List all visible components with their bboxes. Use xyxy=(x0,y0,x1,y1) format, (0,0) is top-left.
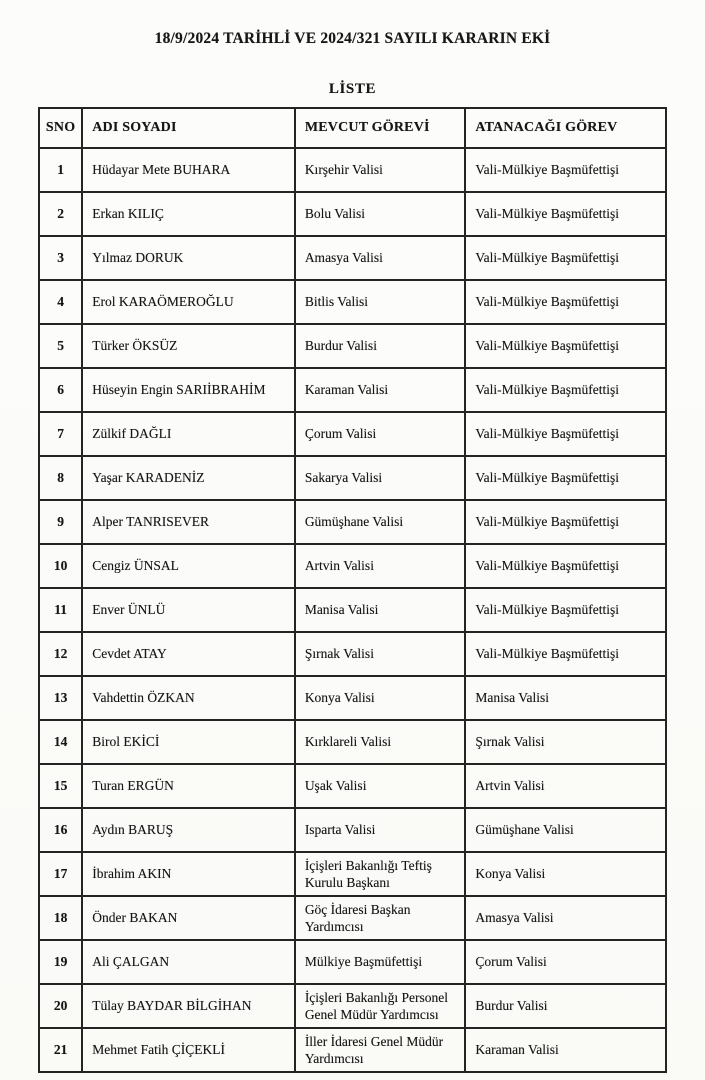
cell-current-duty: Gümüşhane Valisi xyxy=(295,500,466,544)
cell-sno: 1 xyxy=(39,148,82,192)
cell-current-duty: Isparta Valisi xyxy=(295,808,466,852)
cell-assigned-duty: Vali-Mülkiye Başmüfettişi xyxy=(465,412,666,456)
table-body xyxy=(39,148,666,1072)
cell-sno: 11 xyxy=(39,588,82,632)
cell-assigned-duty: Gümüşhane Valisi xyxy=(465,808,666,852)
cell-current-duty: Amasya Valisi xyxy=(295,236,466,280)
cell-current-duty: Sakarya Valisi xyxy=(295,456,466,500)
cell-sno: 14 xyxy=(39,720,82,764)
document-title: 18/9/2024 TARİHLİ VE 2024/321 SAYILI KARARIN EKİ xyxy=(154,30,551,47)
cell-current-duty: Manisa Valisi xyxy=(295,588,466,632)
table-row xyxy=(39,940,666,984)
cell-sno: 6 xyxy=(39,368,82,412)
table-row xyxy=(39,280,666,324)
cell-sno: 15 xyxy=(39,764,82,808)
cell-sno: 12 xyxy=(39,632,82,676)
cell-current-duty: İller İdaresi Genel Müdür Yardımcısı xyxy=(295,1028,466,1072)
document-subtitle: LİSTE xyxy=(328,81,377,97)
cell-sno: 21 xyxy=(39,1028,82,1072)
table-row xyxy=(39,896,666,940)
cell-name: Tülay BAYDAR BİLGİHAN xyxy=(82,984,295,1028)
table-row xyxy=(39,676,666,720)
cell-current-duty: Karaman Valisi xyxy=(295,368,466,412)
cell-sno: 10 xyxy=(39,544,82,588)
header-current-duty: MEVCUT GÖREVİ xyxy=(295,108,466,148)
cell-current-duty: Göç İdaresi Başkan Yardımcısı xyxy=(295,896,466,940)
cell-sno: 2 xyxy=(39,192,82,236)
table-row xyxy=(39,852,666,896)
table-row xyxy=(39,984,666,1028)
cell-sno: 13 xyxy=(39,676,82,720)
cell-assigned-duty: Vali-Mülkiye Başmüfettişi xyxy=(465,192,666,236)
cell-name: Türker ÖKSÜZ xyxy=(82,324,295,368)
cell-assigned-duty: Vali-Mülkiye Başmüfettişi xyxy=(465,632,666,676)
table-row xyxy=(39,632,666,676)
cell-assigned-duty: Vali-Mülkiye Başmüfettişi xyxy=(465,368,666,412)
cell-sno: 3 xyxy=(39,236,82,280)
cell-assigned-duty: Karaman Valisi xyxy=(465,1028,666,1072)
cell-assigned-duty: Vali-Mülkiye Başmüfettişi xyxy=(465,456,666,500)
table-row xyxy=(39,324,666,368)
cell-name: Alper TANRISEVER xyxy=(82,500,295,544)
cell-sno: 17 xyxy=(39,852,82,896)
table-row xyxy=(39,544,666,588)
cell-name: Turan ERGÜN xyxy=(82,764,295,808)
table-row xyxy=(39,456,666,500)
cell-name: Önder BAKAN xyxy=(82,896,295,940)
table-row xyxy=(39,192,666,236)
cell-sno: 19 xyxy=(39,940,82,984)
table-row xyxy=(39,764,666,808)
cell-name: Ali ÇALGAN xyxy=(82,940,295,984)
cell-current-duty: Kırklareli Valisi xyxy=(295,720,466,764)
cell-name: Erkan KILIÇ xyxy=(82,192,295,236)
cell-current-duty: Bolu Valisi xyxy=(295,192,466,236)
cell-name: Vahdettin ÖZKAN xyxy=(82,676,295,720)
cell-sno: 16 xyxy=(39,808,82,852)
cell-current-duty: Konya Valisi xyxy=(295,676,466,720)
cell-sno: 8 xyxy=(39,456,82,500)
table-row xyxy=(39,148,666,192)
cell-current-duty: Uşak Valisi xyxy=(295,764,466,808)
cell-assigned-duty: Çorum Valisi xyxy=(465,940,666,984)
appointment-table xyxy=(38,107,667,1073)
cell-name: Aydın BARUŞ xyxy=(82,808,295,852)
cell-name: Birol EKİCİ xyxy=(82,720,295,764)
cell-name: Hüdayar Mete BUHARA xyxy=(82,148,295,192)
cell-current-duty: Bitlis Valisi xyxy=(295,280,466,324)
table-row xyxy=(39,368,666,412)
table-row xyxy=(39,412,666,456)
cell-sno: 18 xyxy=(39,896,82,940)
cell-name: Erol KARAÖMEROĞLU xyxy=(82,280,295,324)
table-row xyxy=(39,1028,666,1072)
cell-assigned-duty: Vali-Mülkiye Başmüfettişi xyxy=(465,324,666,368)
cell-current-duty: Mülkiye Başmüfettişi xyxy=(295,940,466,984)
cell-name: Cevdet ATAY xyxy=(82,632,295,676)
table-row xyxy=(39,500,666,544)
table-row xyxy=(39,808,666,852)
cell-assigned-duty: Konya Valisi xyxy=(465,852,666,896)
table-row xyxy=(39,236,666,280)
cell-assigned-duty: Artvin Valisi xyxy=(465,764,666,808)
cell-name: Enver ÜNLÜ xyxy=(82,588,295,632)
cell-name: Yaşar KARADENİZ xyxy=(82,456,295,500)
cell-sno: 4 xyxy=(39,280,82,324)
cell-sno: 7 xyxy=(39,412,82,456)
cell-assigned-duty: Vali-Mülkiye Başmüfettişi xyxy=(465,236,666,280)
table-header xyxy=(39,108,666,148)
header-assigned-duty: ATANACAĞI GÖREV xyxy=(465,108,666,148)
table-header-row xyxy=(39,108,666,148)
cell-assigned-duty: Vali-Mülkiye Başmüfettişi xyxy=(465,544,666,588)
cell-current-duty: İçişleri Bakanlığı Personel Genel Müdür Yardımcısı xyxy=(295,984,466,1028)
cell-current-duty: İçişleri Bakanlığı Teftiş Kurulu Başkanı xyxy=(295,852,466,896)
cell-name: Cengiz ÜNSAL xyxy=(82,544,295,588)
cell-current-duty: Kırşehir Valisi xyxy=(295,148,466,192)
cell-assigned-duty: Burdur Valisi xyxy=(465,984,666,1028)
cell-name: Zülkif DAĞLI xyxy=(82,412,295,456)
cell-assigned-duty: Vali-Mülkiye Başmüfettişi xyxy=(465,148,666,192)
header-sno: SNO xyxy=(39,108,82,148)
cell-sno: 9 xyxy=(39,500,82,544)
cell-current-duty: Şırnak Valisi xyxy=(295,632,466,676)
cell-name: Hüseyin Engin SARIİBRAHİM xyxy=(82,368,295,412)
cell-current-duty: Burdur Valisi xyxy=(295,324,466,368)
cell-assigned-duty: Amasya Valisi xyxy=(465,896,666,940)
cell-current-duty: Çorum Valisi xyxy=(295,412,466,456)
header-name: ADI SOYADI xyxy=(82,108,295,148)
cell-sno: 5 xyxy=(39,324,82,368)
cell-name: Yılmaz DORUK xyxy=(82,236,295,280)
table-row xyxy=(39,720,666,764)
cell-current-duty: Artvin Valisi xyxy=(295,544,466,588)
cell-name: İbrahim AKIN xyxy=(82,852,295,896)
cell-assigned-duty: Şırnak Valisi xyxy=(465,720,666,764)
cell-assigned-duty: Vali-Mülkiye Başmüfettişi xyxy=(465,280,666,324)
table-row xyxy=(39,588,666,632)
cell-name: Mehmet Fatih ÇİÇEKLİ xyxy=(82,1028,295,1072)
cell-assigned-duty: Vali-Mülkiye Başmüfettişi xyxy=(465,500,666,544)
cell-assigned-duty: Manisa Valisi xyxy=(465,676,666,720)
cell-assigned-duty: Vali-Mülkiye Başmüfettişi xyxy=(465,588,666,632)
cell-sno: 20 xyxy=(39,984,82,1028)
